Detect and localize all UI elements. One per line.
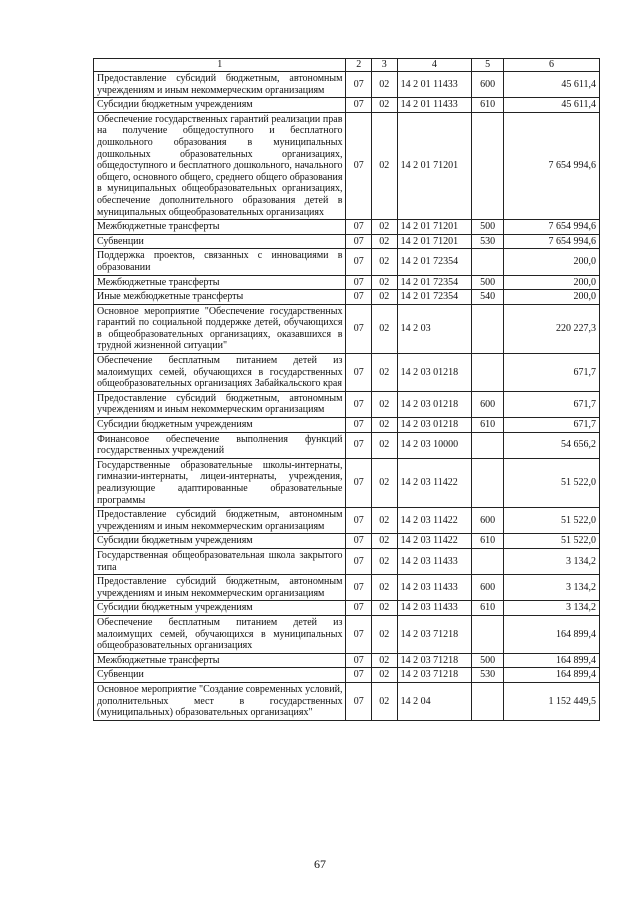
table-row: [94, 72, 600, 98]
cell-target-code: 14 2 01 71201: [397, 112, 472, 219]
cell-subsection: 02: [372, 458, 398, 507]
cell-target-code: 14 2 03 01218: [397, 354, 472, 392]
cell-expense-type: [472, 615, 504, 653]
cell-expense-type: 600: [472, 391, 504, 417]
cell-name: Межбюджетные трансферты: [94, 275, 346, 290]
cell-subsection: 02: [372, 304, 398, 353]
cell-amount: 7 654 994,6: [504, 112, 600, 219]
cell-expense-type: [472, 548, 504, 574]
cell-amount: 200,0: [504, 290, 600, 305]
cell-name: Субвенции: [94, 234, 346, 249]
cell-amount: 3 134,2: [504, 548, 600, 574]
cell-name: Государственная общеобразовательная школа закрытого типа: [94, 548, 346, 574]
cell-expense-type: [472, 432, 504, 458]
cell-amount: 51 522,0: [504, 508, 600, 534]
cell-amount: 1 152 449,5: [504, 682, 600, 720]
table-row: [94, 534, 600, 549]
cell-name: Иные межбюджетные трансферты: [94, 290, 346, 305]
cell-subsection: 02: [372, 354, 398, 392]
cell-target-code: 14 2 03 11433: [397, 601, 472, 616]
cell-subsection: 02: [372, 72, 398, 98]
cell-subsection: 02: [372, 112, 398, 219]
cell-expense-type: 610: [472, 418, 504, 433]
table-row: [94, 508, 600, 534]
cell-expense-type: [472, 458, 504, 507]
cell-amount: 45 611,4: [504, 72, 600, 98]
cell-section: 07: [346, 668, 372, 683]
table-row: [94, 615, 600, 653]
cell-subsection: 02: [372, 601, 398, 616]
table-row: [94, 249, 600, 275]
cell-name: Субсидии бюджетным учреждениям: [94, 534, 346, 549]
table-row: [94, 112, 600, 219]
cell-target-code: 14 2 01 11433: [397, 98, 472, 113]
cell-subsection: 02: [372, 249, 398, 275]
cell-target-code: 14 2 01 71201: [397, 234, 472, 249]
header-cell-expense-type: 5: [472, 59, 504, 72]
table-row: [94, 354, 600, 392]
cell-name: Субсидии бюджетным учреждениям: [94, 98, 346, 113]
cell-section: 07: [346, 601, 372, 616]
cell-target-code: 14 2 01 71201: [397, 220, 472, 235]
cell-target-code: 14 2 03 01218: [397, 391, 472, 417]
cell-subsection: 02: [372, 220, 398, 235]
cell-subsection: 02: [372, 615, 398, 653]
cell-name: Субсидии бюджетным учреждениям: [94, 418, 346, 433]
table-row: [94, 548, 600, 574]
cell-amount: 3 134,2: [504, 575, 600, 601]
table-row: [94, 418, 600, 433]
cell-target-code: 14 2 03 11422: [397, 508, 472, 534]
cell-expense-type: 500: [472, 653, 504, 668]
cell-subsection: 02: [372, 275, 398, 290]
table-row: [94, 98, 600, 113]
cell-subsection: 02: [372, 668, 398, 683]
cell-target-code: 14 2 03 71218: [397, 653, 472, 668]
cell-expense-type: [472, 304, 504, 353]
cell-expense-type: [472, 354, 504, 392]
header-cell-section: 2: [346, 59, 372, 72]
cell-expense-type: [472, 682, 504, 720]
header-cell-subsection: 3: [372, 59, 398, 72]
table-row: [94, 668, 600, 683]
cell-amount: 671,7: [504, 418, 600, 433]
cell-amount: 3 134,2: [504, 601, 600, 616]
cell-amount: 671,7: [504, 354, 600, 392]
cell-section: 07: [346, 220, 372, 235]
cell-name: Обеспечение бесплатным питанием детей из малоимущих семей, обучающихся в муниципальных общеобразовательных организациях: [94, 615, 346, 653]
table-row: [94, 234, 600, 249]
table-row: [94, 682, 600, 720]
cell-subsection: 02: [372, 534, 398, 549]
cell-expense-type: 500: [472, 220, 504, 235]
cell-expense-type: 500: [472, 275, 504, 290]
cell-section: 07: [346, 290, 372, 305]
cell-target-code: 14 2 01 11433: [397, 72, 472, 98]
cell-section: 07: [346, 432, 372, 458]
cell-subsection: 02: [372, 234, 398, 249]
cell-target-code: 14 2 03 11422: [397, 458, 472, 507]
cell-expense-type: 540: [472, 290, 504, 305]
cell-subsection: 02: [372, 391, 398, 417]
cell-subsection: 02: [372, 508, 398, 534]
cell-section: 07: [346, 682, 372, 720]
cell-section: 07: [346, 354, 372, 392]
header-cell-target-code: 4: [397, 59, 472, 72]
cell-section: 07: [346, 575, 372, 601]
cell-target-code: 14 2 03 71218: [397, 668, 472, 683]
table-header-row: [94, 59, 600, 72]
cell-target-code: 14 2 03 71218: [397, 615, 472, 653]
cell-subsection: 02: [372, 682, 398, 720]
table-body: [94, 72, 600, 721]
cell-section: 07: [346, 458, 372, 507]
cell-name: Обеспечение государственных гарантий реализации прав на получение общедоступного и бесплатного дошкольного образования в муниципальных дошкольных образовательных организациях, общедоступного и бесплатного дошкольного, начального общего, основного общего, среднего общего образования в муниципальных общеобразовательных организациях, обеспечение дополнительного образования детей в муниципальных общеобразовательных организациях: [94, 112, 346, 219]
cell-amount: 220 227,3: [504, 304, 600, 353]
cell-target-code: 14 2 03 11433: [397, 575, 472, 601]
cell-expense-type: 600: [472, 575, 504, 601]
cell-expense-type: 530: [472, 234, 504, 249]
cell-amount: 7 654 994,6: [504, 220, 600, 235]
cell-target-code: 14 2 03: [397, 304, 472, 353]
cell-amount: 51 522,0: [504, 534, 600, 549]
page-number: 67: [314, 857, 326, 871]
table-row: [94, 275, 600, 290]
cell-section: 07: [346, 534, 372, 549]
cell-section: 07: [346, 653, 372, 668]
cell-section: 07: [346, 72, 372, 98]
cell-section: 07: [346, 234, 372, 249]
cell-expense-type: 610: [472, 98, 504, 113]
cell-name: Субвенции: [94, 668, 346, 683]
cell-amount: 7 654 994,6: [504, 234, 600, 249]
cell-expense-type: 610: [472, 534, 504, 549]
cell-name: Основное мероприятие "Создание современных условий, дополнительных мест в государственных (муниципальных) образовательных организациях": [94, 682, 346, 720]
cell-expense-type: [472, 112, 504, 219]
cell-amount: 164 899,4: [504, 668, 600, 683]
cell-target-code: 14 2 01 72354: [397, 290, 472, 305]
cell-name: Предоставление субсидий бюджетным, автономным учреждениям и иным некоммерческим организациям: [94, 575, 346, 601]
cell-expense-type: 610: [472, 601, 504, 616]
cell-amount: 164 899,4: [504, 615, 600, 653]
cell-amount: 164 899,4: [504, 653, 600, 668]
cell-expense-type: 600: [472, 72, 504, 98]
table-row: [94, 653, 600, 668]
cell-name: Субсидии бюджетным учреждениям: [94, 601, 346, 616]
cell-subsection: 02: [372, 653, 398, 668]
cell-subsection: 02: [372, 290, 398, 305]
cell-expense-type: [472, 249, 504, 275]
cell-amount: 54 656,2: [504, 432, 600, 458]
cell-section: 07: [346, 249, 372, 275]
cell-name: Межбюджетные трансферты: [94, 220, 346, 235]
cell-target-code: 14 2 03 11422: [397, 534, 472, 549]
cell-subsection: 02: [372, 432, 398, 458]
cell-subsection: 02: [372, 548, 398, 574]
cell-amount: 200,0: [504, 249, 600, 275]
cell-name: Предоставление субсидий бюджетным, автономным учреждениям и иным некоммерческим организациям: [94, 72, 346, 98]
cell-section: 07: [346, 418, 372, 433]
header-cell-name: 1: [94, 59, 346, 72]
cell-subsection: 02: [372, 98, 398, 113]
cell-amount: 51 522,0: [504, 458, 600, 507]
cell-target-code: 14 2 03 01218: [397, 418, 472, 433]
cell-section: 07: [346, 391, 372, 417]
table-row: [94, 458, 600, 507]
cell-expense-type: 600: [472, 508, 504, 534]
cell-subsection: 02: [372, 575, 398, 601]
cell-section: 07: [346, 548, 372, 574]
cell-name: Предоставление субсидий бюджетным, автономным учреждениям и иным некоммерческим организациям: [94, 508, 346, 534]
cell-section: 07: [346, 98, 372, 113]
table-row: [94, 220, 600, 235]
header-cell-amount: 6: [504, 59, 600, 72]
cell-section: 07: [346, 508, 372, 534]
table-row: [94, 304, 600, 353]
cell-section: 07: [346, 275, 372, 290]
cell-target-code: 14 2 03 11433: [397, 548, 472, 574]
cell-target-code: 14 2 03 10000: [397, 432, 472, 458]
cell-section: 07: [346, 615, 372, 653]
cell-expense-type: 530: [472, 668, 504, 683]
cell-name: Государственные образовательные школы-интернаты, гимназии-интернаты, лицеи-интернаты, учреждения, реализующие адаптированные образовательные программы: [94, 458, 346, 507]
cell-name: Предоставление субсидий бюджетным, автономным учреждениям и иным некоммерческим организациям: [94, 391, 346, 417]
cell-section: 07: [346, 112, 372, 219]
cell-subsection: 02: [372, 418, 398, 433]
cell-name: Финансовое обеспечение выполнения функций государственных учреждений: [94, 432, 346, 458]
table-row: [94, 290, 600, 305]
cell-amount: 671,7: [504, 391, 600, 417]
cell-amount: 200,0: [504, 275, 600, 290]
cell-target-code: 14 2 01 72354: [397, 249, 472, 275]
cell-name: Межбюджетные трансферты: [94, 653, 346, 668]
budget-table: [93, 58, 600, 721]
cell-name: Поддержка проектов, связанных с инновациями в образовании: [94, 249, 346, 275]
table-row: [94, 432, 600, 458]
cell-name: Обеспечение бесплатным питанием детей из малоимущих семей, обучающихся в государственных общеобразовательных организациях Забайкальского края: [94, 354, 346, 392]
cell-section: 07: [346, 304, 372, 353]
table-row: [94, 575, 600, 601]
cell-target-code: 14 2 04: [397, 682, 472, 720]
table-row: [94, 601, 600, 616]
cell-target-code: 14 2 01 72354: [397, 275, 472, 290]
cell-amount: 45 611,4: [504, 98, 600, 113]
cell-name: Основное мероприятие "Обеспечение государственных гарантий по социальной поддержке детей, обучающихся в общеобразовательных организациях, оказавшихся в трудной жизненной ситуации": [94, 304, 346, 353]
table-row: [94, 391, 600, 417]
